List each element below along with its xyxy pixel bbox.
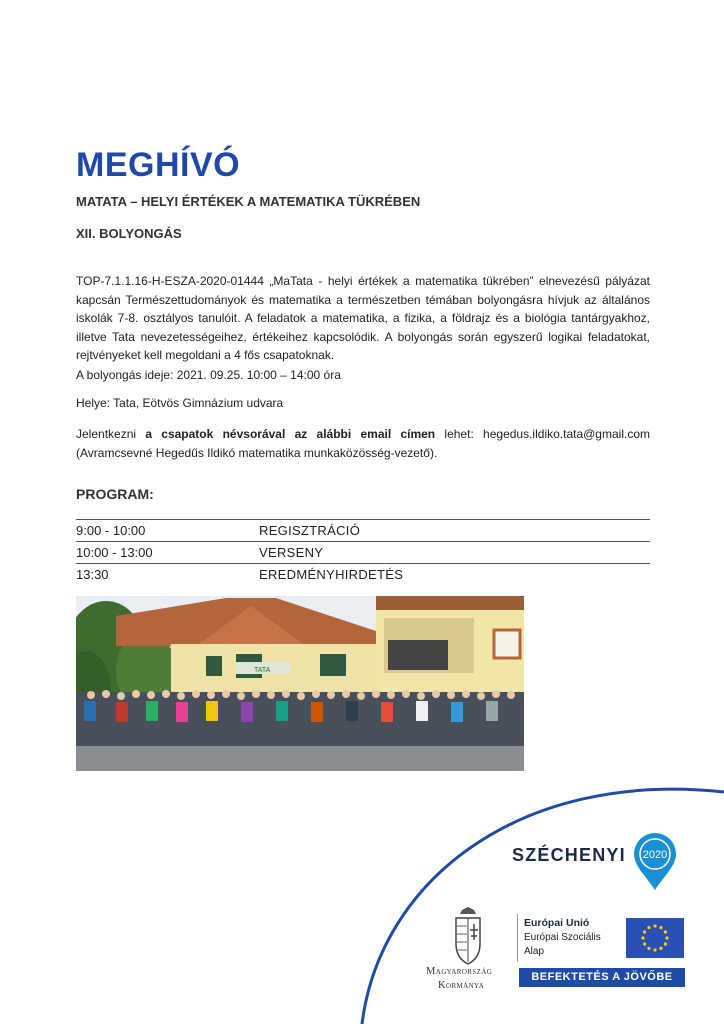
project-subtitle: MATATA – HELYI ÉRTÉKEK A MATEMATIKA TÜKRÉBEN [76, 194, 421, 209]
program-time: 13:30 [76, 567, 109, 582]
esf-name-line1: Európai Szociális [524, 932, 601, 943]
registration-paragraph [76, 425, 650, 462]
map-pin-icon [632, 832, 678, 892]
registration-text-start: Jelentkezni [76, 427, 146, 441]
intro-paragraph: TOP-7.1.1.16-H-ESZA-2020-01444 „MaTata - helyi értékek a matematika tükrében” elnevezésű pályázat kapcsán Természettudományok és matematika a természetben témában bolyongásra hívjuk az általános iskolák 7-8. osztályos tanulóit. A feladatok a matematika, a fizika, a földrajz és a biológia tantárgyakhoz, illetve Tata nevezetességeihez, értékeihez kapcsolódik. A bolyongás során egyszerű logikai feladatokat, rejtvényeket kell megoldani a 4 fős csapatoknak. [76, 274, 650, 362]
eu-flag-icon [626, 918, 684, 958]
registration-text-bold: a csapatok névsorával az alábbi email címen [145, 427, 436, 441]
szechenyi-logo-text: SZÉCHENYI [512, 845, 626, 865]
program-time: 10:00 - 13:00 [76, 545, 153, 560]
eu-name: Európai Unió [524, 917, 590, 929]
program-heading: PROGRAM: [76, 486, 154, 502]
event-name: XII. BOLYONGÁS [76, 226, 182, 241]
program-row [76, 520, 650, 542]
event-date: A bolyongás ideje: 2021. 09.25. 10:00 – 14:00 óra [76, 368, 341, 382]
szechenyi-year: 2020 [642, 849, 668, 861]
program-activity: EREDMÉNYHIRDETÉS [259, 567, 404, 582]
group-photo [76, 596, 524, 771]
invest-banner: BEFEKTETÉS A JÖVŐBE [519, 968, 685, 987]
program-row [76, 542, 650, 564]
program-table [76, 519, 650, 585]
event-place: Helye: Tata, Eötvös Gimnázium udvara [76, 396, 284, 410]
program-row [76, 564, 650, 585]
program-time: 9:00 - 10:00 [76, 523, 146, 538]
photo-sign: TATA [254, 667, 271, 674]
esf-name-line2: Alap [524, 946, 545, 957]
program-activity: VERSENY [259, 545, 324, 560]
invitation-title: MEGHÍVÓ [76, 146, 241, 184]
hungarian-coat-of-arms-icon [448, 906, 488, 966]
government-name-line1: Magyarország [426, 966, 493, 977]
program-activity: REGISZTRÁCIÓ [259, 523, 361, 538]
registration-text-end: lehet: hegedus.ildiko.tata@gmail.com (Avramcsevné Hegedűs Ildikó matematika munkaközösség-vezető). [76, 427, 650, 460]
government-name-line2: Kormánya [438, 980, 485, 991]
